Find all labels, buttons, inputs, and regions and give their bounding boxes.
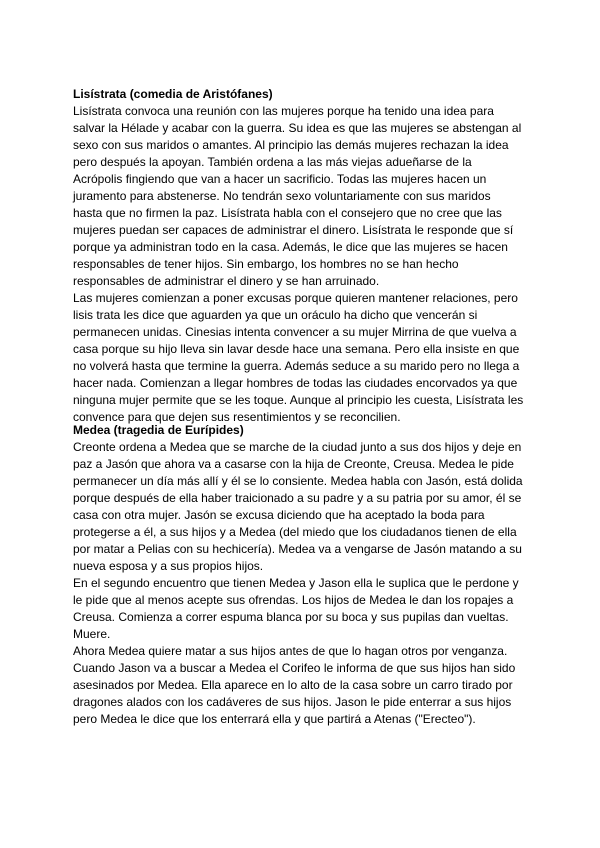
text-line: Muere. (73, 627, 111, 641)
text-line: Cuando Jason va a buscar a Medea el Corifeo le informa de que sus hijos han sido (73, 661, 516, 675)
text-line: por matar a Pelias con su hechicería). Medea va a vengarse de Jasón matando a su (73, 542, 522, 556)
text-line: paz a Jasón que ahora va a casarse con la hija de Creonte, Creusa. Medea le pide (73, 457, 514, 471)
text-line: nueva esposa y a sus propios hijos. (73, 559, 264, 573)
text-line: no volverá hasta que termine la guerra. Además seduce a su marido pero no llega a (73, 359, 520, 373)
section-medea (73, 422, 533, 728)
text-line: porque ya administran todo en la casa. Además, le dice que las mujeres se hacen (73, 240, 508, 254)
text-line: protegerse a él, a sus hijos y a Medea (del miedo que los ciudadanos tienen de ella (73, 525, 517, 539)
text-line: sexo con sus maridos o amantes. Al principio las demás mujeres rechazan la idea (73, 138, 509, 152)
text-line: responsables de administrar el dinero y se han arruinado. (73, 274, 380, 288)
text-line: Ahora Medea quiere matar a sus hijos antes de que lo hagan otros por venganza. (73, 644, 508, 658)
text-line: pero Medea le dice que los enterrará ella y que partirá a Atenas ("Erecteo"). (73, 712, 476, 726)
text-line: ninguna mujer permite que se les toque. Aunque al principio les cuesta, Lisístrata les (73, 393, 524, 407)
section-lisistrata (73, 86, 533, 426)
text-line: juramento para abstenerse. No tendrán sexo voluntariamente con sus maridos (73, 189, 491, 203)
text-line: Creusa. Comienza a correr espuma blanca por su boca y sus pupilas dan vueltas. (73, 610, 509, 624)
text-line: salvar la Hélade y acabar con la guerra. Su idea es que las mujeres se abstengan al (73, 121, 522, 135)
section-body (73, 439, 533, 728)
text-line: porque después de ella haber traicionado a su padre y a su patria por su amor, él se (73, 491, 522, 505)
text-line: hacer nada. Comienzan a llegar hombres de todas las ciudades encorvados ya que (73, 376, 518, 390)
text-line: dragones alados con los cadáveres de sus hijos. Jason le pide enterrar a sus hijos (73, 695, 512, 709)
text-line: permanecer un día más allí y él se lo consiente. Medea habla con Jasón, está dolida (73, 474, 523, 488)
text-line: mujeres puedan ser capaces de administrar el dinero. Lisístrata le responde que sí (73, 223, 514, 237)
text-line: responsables de tener hijos. Sin embargo, los hombres no se han hecho (73, 257, 459, 271)
text-line: hasta que no firmen la paz. Lisístrata habla con el consejero que no cree que las (73, 206, 502, 220)
text-line: asesinados por Medea. Ella aparece en lo alto de la casa sobre un carro tirado por (73, 678, 513, 692)
text-line: Creonte ordena a Medea que se marche de la ciudad junto a sus dos hijos y deje en (73, 440, 522, 454)
section-body (73, 103, 533, 426)
text-line: pero después la apoyan. También ordena a las más viejas adueñarse de la (73, 155, 472, 169)
text-line: Lisístrata convoca una reunión con las mujeres porque ha tenido una idea para (73, 104, 494, 118)
section-title: Lisístrata (comedia de Aristófanes) (73, 87, 273, 101)
text-line: convence para que dejen sus resentimientos y se reconcilien. (73, 410, 401, 424)
text-line: permanecen unidas. Cinesias intenta convencer a su mujer Mirrina de que vuelva a (73, 325, 517, 339)
text-line: casa porque su hijo lleva sin lavar desde hace una semana. Pero ella insiste en que (73, 342, 520, 356)
text-line: le pide que al menos acepte sus ofrendas. Los hijos de Medea le dan los ropajes a (73, 593, 514, 607)
text-line: Las mujeres comienzan a poner excusas porque quieren mantener relaciones, pero (73, 291, 518, 305)
text-line: lisis trata les dice que aguarden ya que un oráculo ha dicho que vencerán si (73, 308, 478, 322)
text-line: Acrópolis fingiendo que van a hacer un sacrificio. Todas las mujeres hacen un (73, 172, 487, 186)
section-title: Medea (tragedia de Eurípides) (73, 423, 244, 437)
text-line: casa con otra mujer. Jasón se excusa diciendo que ha aceptado la boda para (73, 508, 485, 522)
text-line: En el segundo encuentro que tienen Medea y Jason ella le suplica que le perdone y (73, 576, 519, 590)
